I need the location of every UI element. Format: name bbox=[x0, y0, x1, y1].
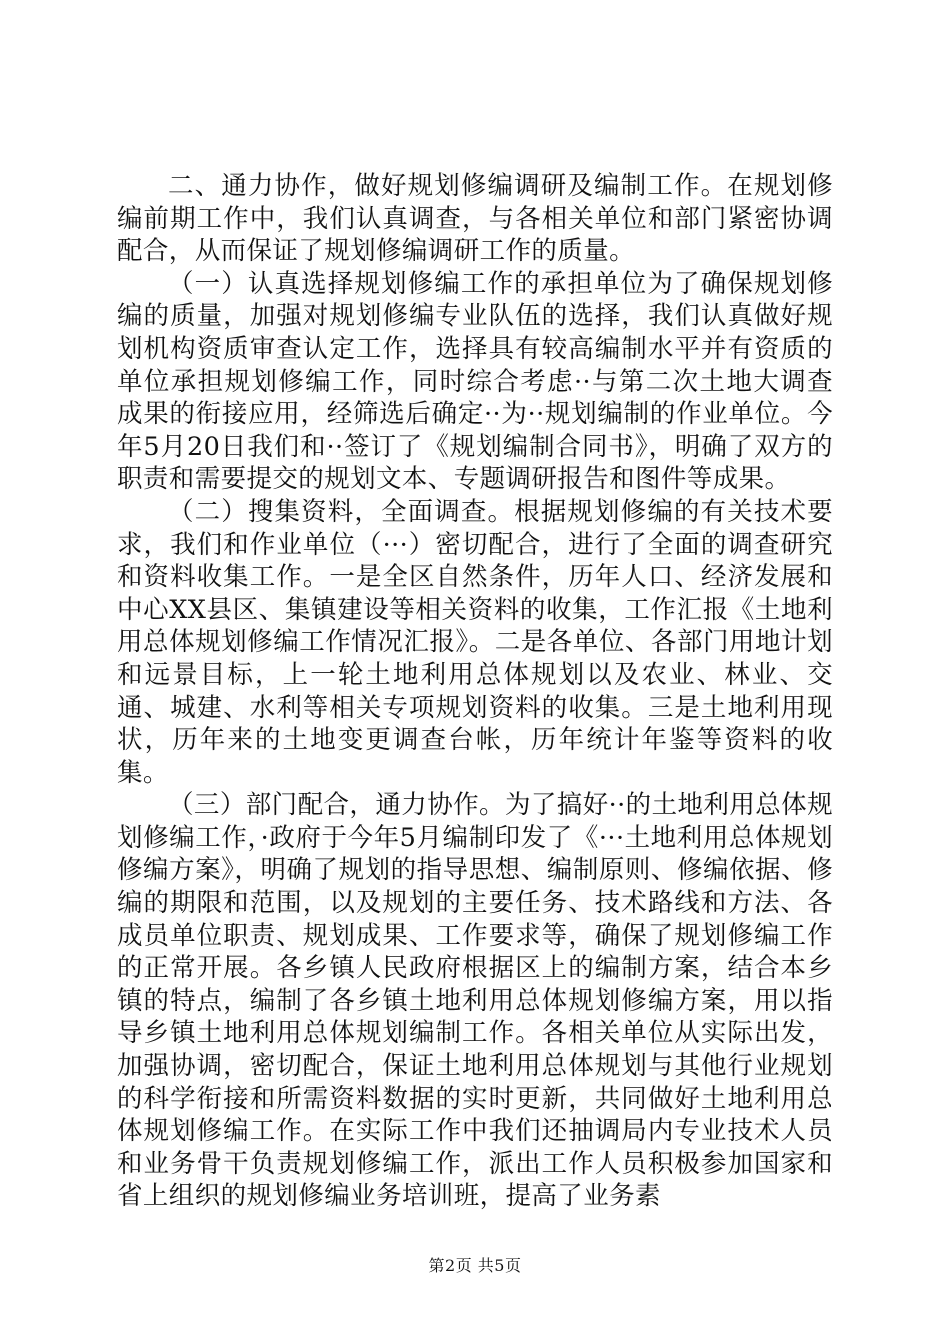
body-text bbox=[117, 170, 833, 1213]
paragraph-item-two: （二）搜集资料，全面调查。根据规划修编的有关技术要求，我们和作业单位（···）密切配合，进行了全面的调查研究和资料收集工作。一是全区自然条件，历年人口、经济发展和中心XX县区、集镇建设等相关资料的收集，工作汇报《土地利用总体规划修编工作情况汇报》。二是各单位、各部门用地计划和远景目标，上一轮土地利用总体规划以及农业、林业、交通、城建、水利等相关专项规划资料的收集。三是土地利用现状，历年来的土地变更调查台帐，历年统计年鉴等资料的收集。 bbox=[117, 496, 833, 788]
paragraph-item-one: （一）认真选择规划修编工作的承担单位为了确保规划修编的质量，加强对规划修编专业队伍的选择，我们认真做好规划机构资质审查认定工作，选择具有较高编制水平并有资质的单位承担规划修编工作，同时综合考虑··与第二次土地大调查成果的衔接应用，经筛选后确定··为··规划编制的作业单位。今年5月20日我们和··签订了《规划编制合同书》，明确了双方的职责和需要提交的规划文本、专题调研报告和图件等成果。 bbox=[117, 268, 833, 495]
paragraph-section-two: 二、通力协作，做好规划修编调研及编制工作。在规划修编前期工作中，我们认真调查，与各相关单位和部门紧密协调配合，从而保证了规划修编调研工作的质量。 bbox=[117, 171, 833, 267]
paragraph-item-three: （三）部门配合，通力协作。为了搞好··的土地利用总体规划修编工作，·政府于今年5月编制印发了《···土地利用总体规划修编方案》，明确了规划的指导思想、编制原则、修编依据、修编的期限和范围，以及规划的主要任务、技术路线和方法、各成员单位职责、规划成果、工作要求等，确保了规划修编工作的正常开展。各乡镇人民政府根据区上的编制方案，结合本乡镇的特点，编制了各乡镇土地利用总体规划修编方案，用以指导乡镇土地利用总体规划编制工作。各相关单位从实际出发，加强协调，密切配合，保证土地利用总体规划与其他行业规划的科学衔接和所需资料数据的实时更新，共同做好土地利用总体规划修编工作。在实际工作中我们还抽调局内专业技术人员和业务骨干负责规划修编工作，派出工作人员积极参加国家和省上组织的规划修编业务培训班，提高了业务素 bbox=[117, 790, 833, 1212]
page-footer: 第2页 共5页 bbox=[428, 1256, 522, 1275]
